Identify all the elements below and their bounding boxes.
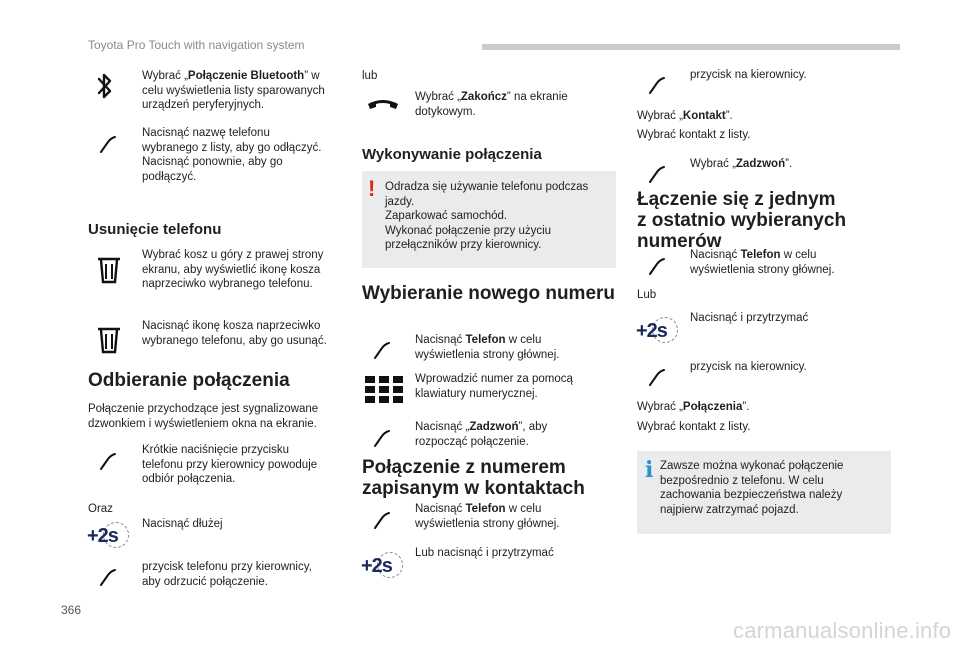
hold-2s-icon: +2s (87, 525, 118, 547)
trash-icon (96, 255, 122, 285)
heading-receive-call: Odbieranie połączenia (88, 370, 290, 391)
heading-new-number: Wybieranie nowego numeru (362, 283, 616, 304)
document-header: Toyota Pro Touch with navigation system (88, 38, 305, 52)
finger-tap-icon (98, 133, 120, 155)
phone-home-text-2: Nacisnąć Telefon w celu wyświetlenia strony głównej. (415, 503, 560, 530)
call-start-text: Nacisnąć „Zadzwoń”, aby rozpocząć połączenie. (415, 421, 548, 448)
select-call-text: Wybrać „Zadzwoń”. (690, 158, 793, 170)
wheel-button-text-2: przycisk na kierownicy. (690, 361, 807, 373)
hold-2s-icon: +2s (361, 555, 392, 577)
trash-delete-text: Nacisnąć ikonę kosza naprzeciwko wybranego telefonu, aby go usunąć. (142, 320, 327, 347)
heading-call-contact: Połączenie z numerem zapisanym w kontaktach (362, 457, 585, 499)
select-contact-text: Wybrać „Kontakt”. (637, 110, 733, 122)
lub-text: lub (362, 70, 378, 82)
wheel-button-text-1: przycisk na kierownicy. (690, 69, 807, 81)
keypad-icon (365, 376, 403, 404)
finger-tap-icon (647, 366, 669, 388)
heading-remove-phone: Usunięcie telefonu (88, 221, 222, 238)
trash-select-text: Wybrać kosz u góry z prawej strony ekranu, aby wyświetlić ikonę kosza naprzeciwko wybranego telefonu. (142, 249, 324, 290)
phone-home-text-3: Nacisnąć Telefon w celu wyświetlenia strony głównej. (690, 249, 835, 276)
end-call-text: Wybrać „Zakończ” na ekranie dotykowym. (415, 91, 568, 118)
reject-call-text: przycisk telefonu przy kierownicy, aby odrzucić połączenie. (142, 561, 312, 588)
finger-tap-icon (372, 339, 394, 361)
oraz-text: Oraz (88, 503, 113, 515)
choose-contact-text-2: Wybrać kontakt z listy. (637, 421, 751, 433)
page-number: 366 (61, 603, 82, 617)
finger-tap-icon (98, 450, 120, 472)
header-rule (482, 44, 900, 50)
heading-making-call: Wykonywanie połączenia (362, 146, 542, 163)
info-icon: i (645, 457, 654, 483)
tap-phone-text: Nacisnąć nazwę telefonu wybranego z listy, aby go odłączyć. Nacisnąć ponownie, aby go podłączyć. (142, 127, 322, 183)
warning-icon: ! (368, 176, 376, 201)
press-long-text: Nacisnąć dłużej (142, 518, 223, 530)
heading-recent-numbers: Łączenie się z jednym z ostatnio wybieranych numerów (637, 189, 847, 252)
select-calls-text: Wybrać „Połączenia”. (637, 401, 750, 413)
short-press-text: Krótkie naciśnięcie przycisku telefonu przy kierownicy powoduje odbiór połączenia. (142, 444, 318, 485)
finger-tap-icon (372, 509, 394, 531)
warning-text: Odradza się używanie telefonu podczas jazdy. Zaparkować samochód. Wykonać połączenie przy użyciu przełączników przy kierownicy. (385, 181, 589, 251)
finger-tap-icon (647, 163, 669, 185)
bluetooth-text: Wybrać „Połączenie Bluetooth” w celu wyświetlenia listy sparowanych urządzeń peryferyjnych. (142, 70, 325, 111)
hang-up-icon (366, 98, 400, 112)
finger-tap-icon (647, 255, 669, 277)
trash-icon (96, 325, 122, 355)
info-text: Zawsze można wykonać połączenie bezpośrednio z telefonu. W celu zachowania bezpieczeństwa należy najpierw zatrzymać pojazd. (660, 460, 844, 516)
finger-tap-icon (98, 566, 120, 588)
bluetooth-icon (95, 71, 115, 101)
hold-text: Lub nacisnąć i przytrzymać (415, 547, 554, 559)
phone-home-text-1: Nacisnąć Telefon w celu wyświetlenia strony głównej. (415, 334, 560, 361)
finger-tap-icon (372, 427, 394, 449)
finger-tap-icon (647, 74, 669, 96)
lub-text-2: Lub (637, 289, 657, 301)
watermark: carmanualsonline.info (733, 618, 952, 643)
hold-2s-icon: +2s (636, 320, 667, 342)
keypad-text: Wprowadzić numer za pomocą klawiatury numerycznej. (415, 373, 573, 400)
choose-contact-text-1: Wybrać kontakt z listy. (637, 129, 751, 141)
receive-call-text: Połączenie przychodzące jest sygnalizowane dzwonkiem i wyświetleniem okna na ekranie. (88, 403, 319, 430)
hold-text-2: Nacisnąć i przytrzymać (690, 312, 809, 324)
